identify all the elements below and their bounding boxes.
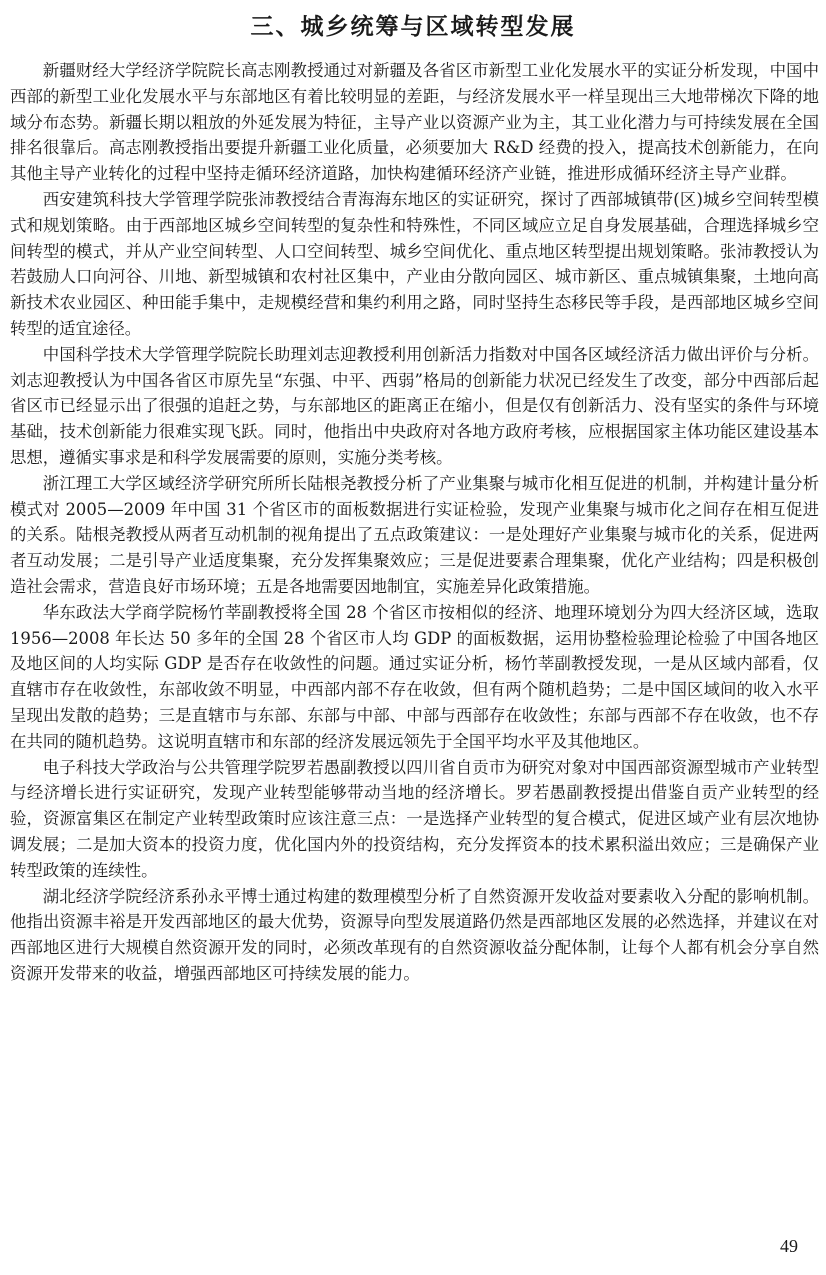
page-number: 49 xyxy=(780,1236,798,1256)
paragraph-lu-genyao: 浙江理工大学区域经济学研究所所长陆根尧教授分析了产业集聚与城市化相互促进的机制，并构建计量分析模式对 2005—2009 年中国 31 个省区市的面板数据进行实证检验，发现产业集聚与城市化之间存在相互促进的关系。陆根尧教授从两者互动机制的视角提出了五点政策建议：一是处理好产业集聚与城市化的关系，促进两者互动发展；二是引导产业适度集聚，充分发挥集聚效应；三是促进要素合理集聚，优化产业结构；四是积极创造社会需求，营造良好市场环境；五是各地需要因地制宜，实施差异化政策措施。 xyxy=(10,473,819,596)
paragraph-liu-zhiying: 中国科学技术大学管理学院院长助理刘志迎教授利用创新活力指数对中国各区域经济活力做出评价与分析。刘志迎教授认为中国各省区市原先呈“东强、中平、西弱”格局的创新能力状况已经发生了改变，部分中西部后起省区市已经显示出了很强的追赶之势，与东部地区的距离正在缩小，但是仅有创新活力、没有坚实的条件与环境基础，技术创新能力很难实现飞跃。同时，他指出中央政府对各地方政府考核，应根据国家主体功能区建设基本思想，遵循实事求是和科学发展需要的原则，实施分类考核。 xyxy=(10,344,819,467)
paragraph-zhang-pei: 西安建筑科技大学管理学院张沛教授结合青海海东地区的实证研究，探讨了西部城镇带(区)城乡空间转型模式和规划策略。由于西部地区城乡空间转型的复杂性和特殊性，不同区域应立足自身发展基础，合理选择城乡空间转型的模式，并从产业空间转型、人口空间转型、城乡空间优化、重点地区转型提出规划策略。张沛教授认为若鼓励人口向河谷、川地、新型城镇和农村社区集中，产业由分散向园区、城市新区、重点城镇集聚，土地向高新技术农业园区、种田能手集中，走规模经营和集约利用之路，同时坚持生态移民等手段，是西部地区城乡空间转型的适宜途径。 xyxy=(10,189,819,338)
section-heading: 三、城乡统筹与区域转型发展 xyxy=(250,14,576,40)
paragraph-yang-zhuxin: 华东政法大学商学院杨竹莘副教授将全国 28 个省区市按相似的经济、地理环境划分为四大经济区域，选取 1956—2008 年长达 50 多年的全国 28 个省区市人均 GDP 的面板数据，运用协整检验理论检验了中国各地区及地区间的人均实际 GDP 是否存在收敛性的问题。通过实证分析，杨竹莘副教授发现，一是从区域内部看，仅直辖市存在收敛性，东部收敛不明显，中西部内部不存在收敛，但有两个随机趋势；二是中国区域间的收入水平呈现出发散的趋势；三是直辖市与东部、东部与中部、中部与西部存在收敛性；东部与西部不存在收敛，也不存在共同的随机趋势。这说明直辖市和东部的经济发展远领先于全国平均水平及其他地区。 xyxy=(10,602,819,751)
paragraph-sun-yongping: 湖北经济学院经济系孙永平博士通过构建的数理模型分析了自然资源开发收益对要素收入分配的影响机制。他指出资源丰裕是开发西部地区的最大优势，资源导向型发展道路仍然是西部地区发展的必然选择，并建议在对西部地区进行大规模自然资源开发的同时，必须改革现有的自然资源收益分配体制，让每个人都有机会分享自然资源开发带来的收益，增强西部地区可持续发展的能力。 xyxy=(10,886,819,983)
paragraph-luo-ruoyu: 电子科技大学政治与公共管理学院罗若愚副教授以四川省自贡市为研究对象对中国西部资源型城市产业转型与经济增长进行实证研究，发现产业转型能够带动当地的经济增长。罗若愚副教授提出借鉴自贡产业转型的经验，资源富集区在制定产业转型政策时应该注意三点：一是选择产业转型的复合模式，促进区域产业有层次地协调发展；二是加大资本的投资力度，优化国内外的投资结构，充分发挥资本的技术累积溢出效应；三是确保产业转型政策的连续性。 xyxy=(10,757,819,880)
paragraph-gao-zhigang: 新疆财经大学经济学院院长高志刚教授通过对新疆及各省区市新型工业化发展水平的实证分析发现，中国中西部的新型工业化发展水平与东部地区有着比较明显的差距，与经济发展水平一样呈现出三大地带梯次下降的地域分布态势。新疆长期以粗放的外延发展为特征，主导产业以资源产业为主，其工业化潜力与可持续发展在全国排名很靠后。高志刚教授指出要提升新疆工业化质量，必须要加大 R&D 经费的投入，提高技术创新能力，在向其他主导产业转化的过程中坚持走循环经济道路，加快构建循环经济产业链，推进形成循环经济主导产业群。 xyxy=(10,61,819,184)
body-text xyxy=(10,58,819,987)
